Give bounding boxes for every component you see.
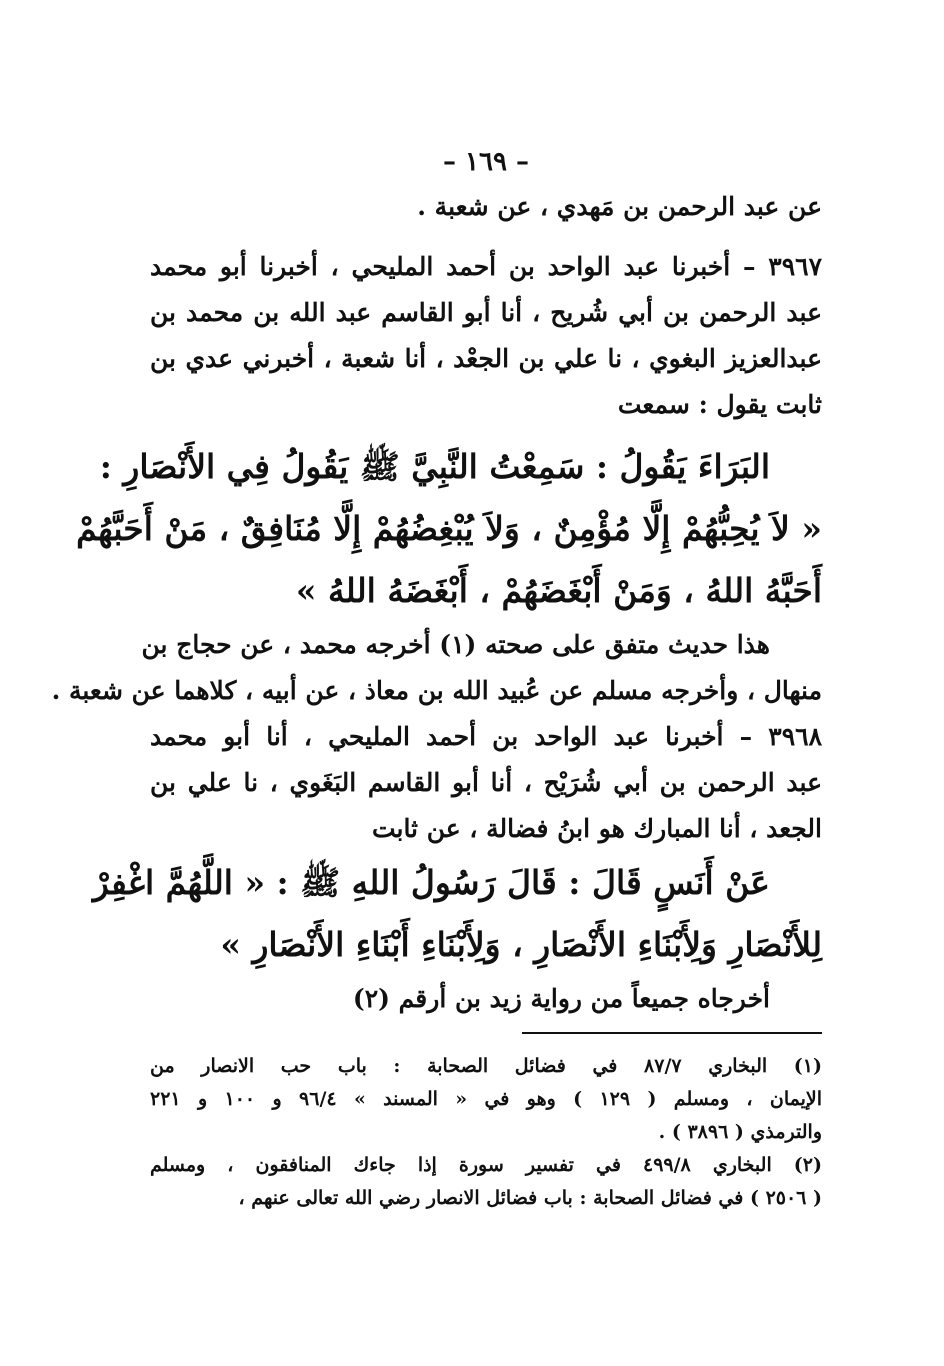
text-line: ٣٩٦٨ – أخبرنا عبد الواحد بن أحمد المليحي ، أنا أبو محمد: [150, 722, 822, 751]
hadith-line: لِلأَنْصَارِ وَلِأَبْنَاءِ الأَنْصَارِ ، وَلِأَبْنَاءِ أَبْنَاءِ الأَنْصَارِ »: [220, 925, 822, 964]
hadith-line: البَرَاءَ يَقُولُ : سَمِعْتُ النَّبِيَّ ﷺ يَقُولُ فِي الأَنْصَارِ :: [99, 447, 770, 486]
hadith-text-3968: [92, 852, 822, 976]
hadith-line: « لاَ يُحِبُّهُمْ إِلَّا مُؤْمِنٌ ، وَلاَ يُبْغِضُهُمْ إِلَّا مُنَافِقٌ ، مَنْ أَحَبَّهُمْ: [76, 509, 822, 548]
text-line: ٣٩٦٧ – أخبرنا عبد الواحد بن أحمد المليحي ، أخبرنا أبو محمد: [150, 252, 822, 281]
text-line: الجعد ، أنا المبارك هو ابنُ فضالة ، عن ثابت: [371, 814, 822, 843]
footnote-1: [150, 1050, 822, 1149]
footnote-line: ( ٢٥٠٦ ) في فضائل الصحابة : باب فضائل الانصار رضي الله تعالى عنهم ،: [238, 1187, 822, 1209]
text-line: أخرجاه جميعاً من رواية زيد بن أرقم (٢): [352, 984, 770, 1013]
text-line: منهال ، وأخرجه مسلم عن عُبيد الله بن معاذ ، عن أبيه ، كلاهما عن شعبة .: [51, 676, 822, 705]
text-line: ثابت يقول : سمعت: [617, 390, 822, 419]
book-page: [51, 140, 823, 1230]
paragraph-hadith-3968-chain: [150, 714, 822, 852]
page-number: – ١٦٩ –: [442, 147, 530, 177]
footnote-separator: [522, 1032, 822, 1034]
paragraph-takhrij-3968: [150, 976, 822, 1022]
paragraph-hadith-3967-chain: [150, 244, 822, 428]
text-line: عن عبد الرحمن بن مَهدي ، عن شعبة .: [417, 192, 822, 221]
hadith-line: أَحَبَّهُ اللهُ ، وَمَنْ أَبْغَضَهُمْ ، أَبْغَضَهُ اللهُ »: [295, 571, 822, 610]
footnote-line: (٢) البخاري ٤٩٩/٨ في تفسير سورة إذا جاءك المنافقون ، ومسلم: [150, 1154, 823, 1176]
footnote-line: والترمذي ( ٣٨٩٦ ) .: [658, 1121, 822, 1143]
text-line: عبد الرحمن بن أبي شُرَيْح ، أنا أبو القاسم البَغَوي ، نا علي بن: [150, 768, 822, 797]
paragraph-takhrij-3967: [51, 622, 822, 714]
paragraph-continuation: [150, 184, 822, 230]
hadith-text-3967: [76, 436, 822, 622]
hadith-line: عَنْ أَنَسٍ قَالَ : قَالَ رَسُولُ اللهِ ﷺ : « اللَّهُمَّ اغْفِرْ: [92, 863, 770, 902]
footnote-line: (١) البخاري ٨٧/٧ في فضائل الصحابة : باب حب الانصار من: [150, 1055, 822, 1077]
footnote-line: الإيمان ، ومسلم ( ١٢٩ ) وهو في « المسند » ٩٦/٤ و ١٠٠ و ٢٢١: [150, 1088, 823, 1110]
footnote-2: [150, 1149, 822, 1215]
text-line: هذا حديث متفق على صحته (١) أخرجه محمد ، عن حجاج بن: [141, 630, 770, 659]
text-line: عبد الرحمن بن أبي شُريح ، أنا أبو القاسم عبد الله بن محمد بن: [150, 298, 822, 327]
text-line: عبدالعزيز البغوي ، نا علي بن الجعْد ، أنا شعبة ، أخبرني عدي بن: [150, 344, 822, 373]
